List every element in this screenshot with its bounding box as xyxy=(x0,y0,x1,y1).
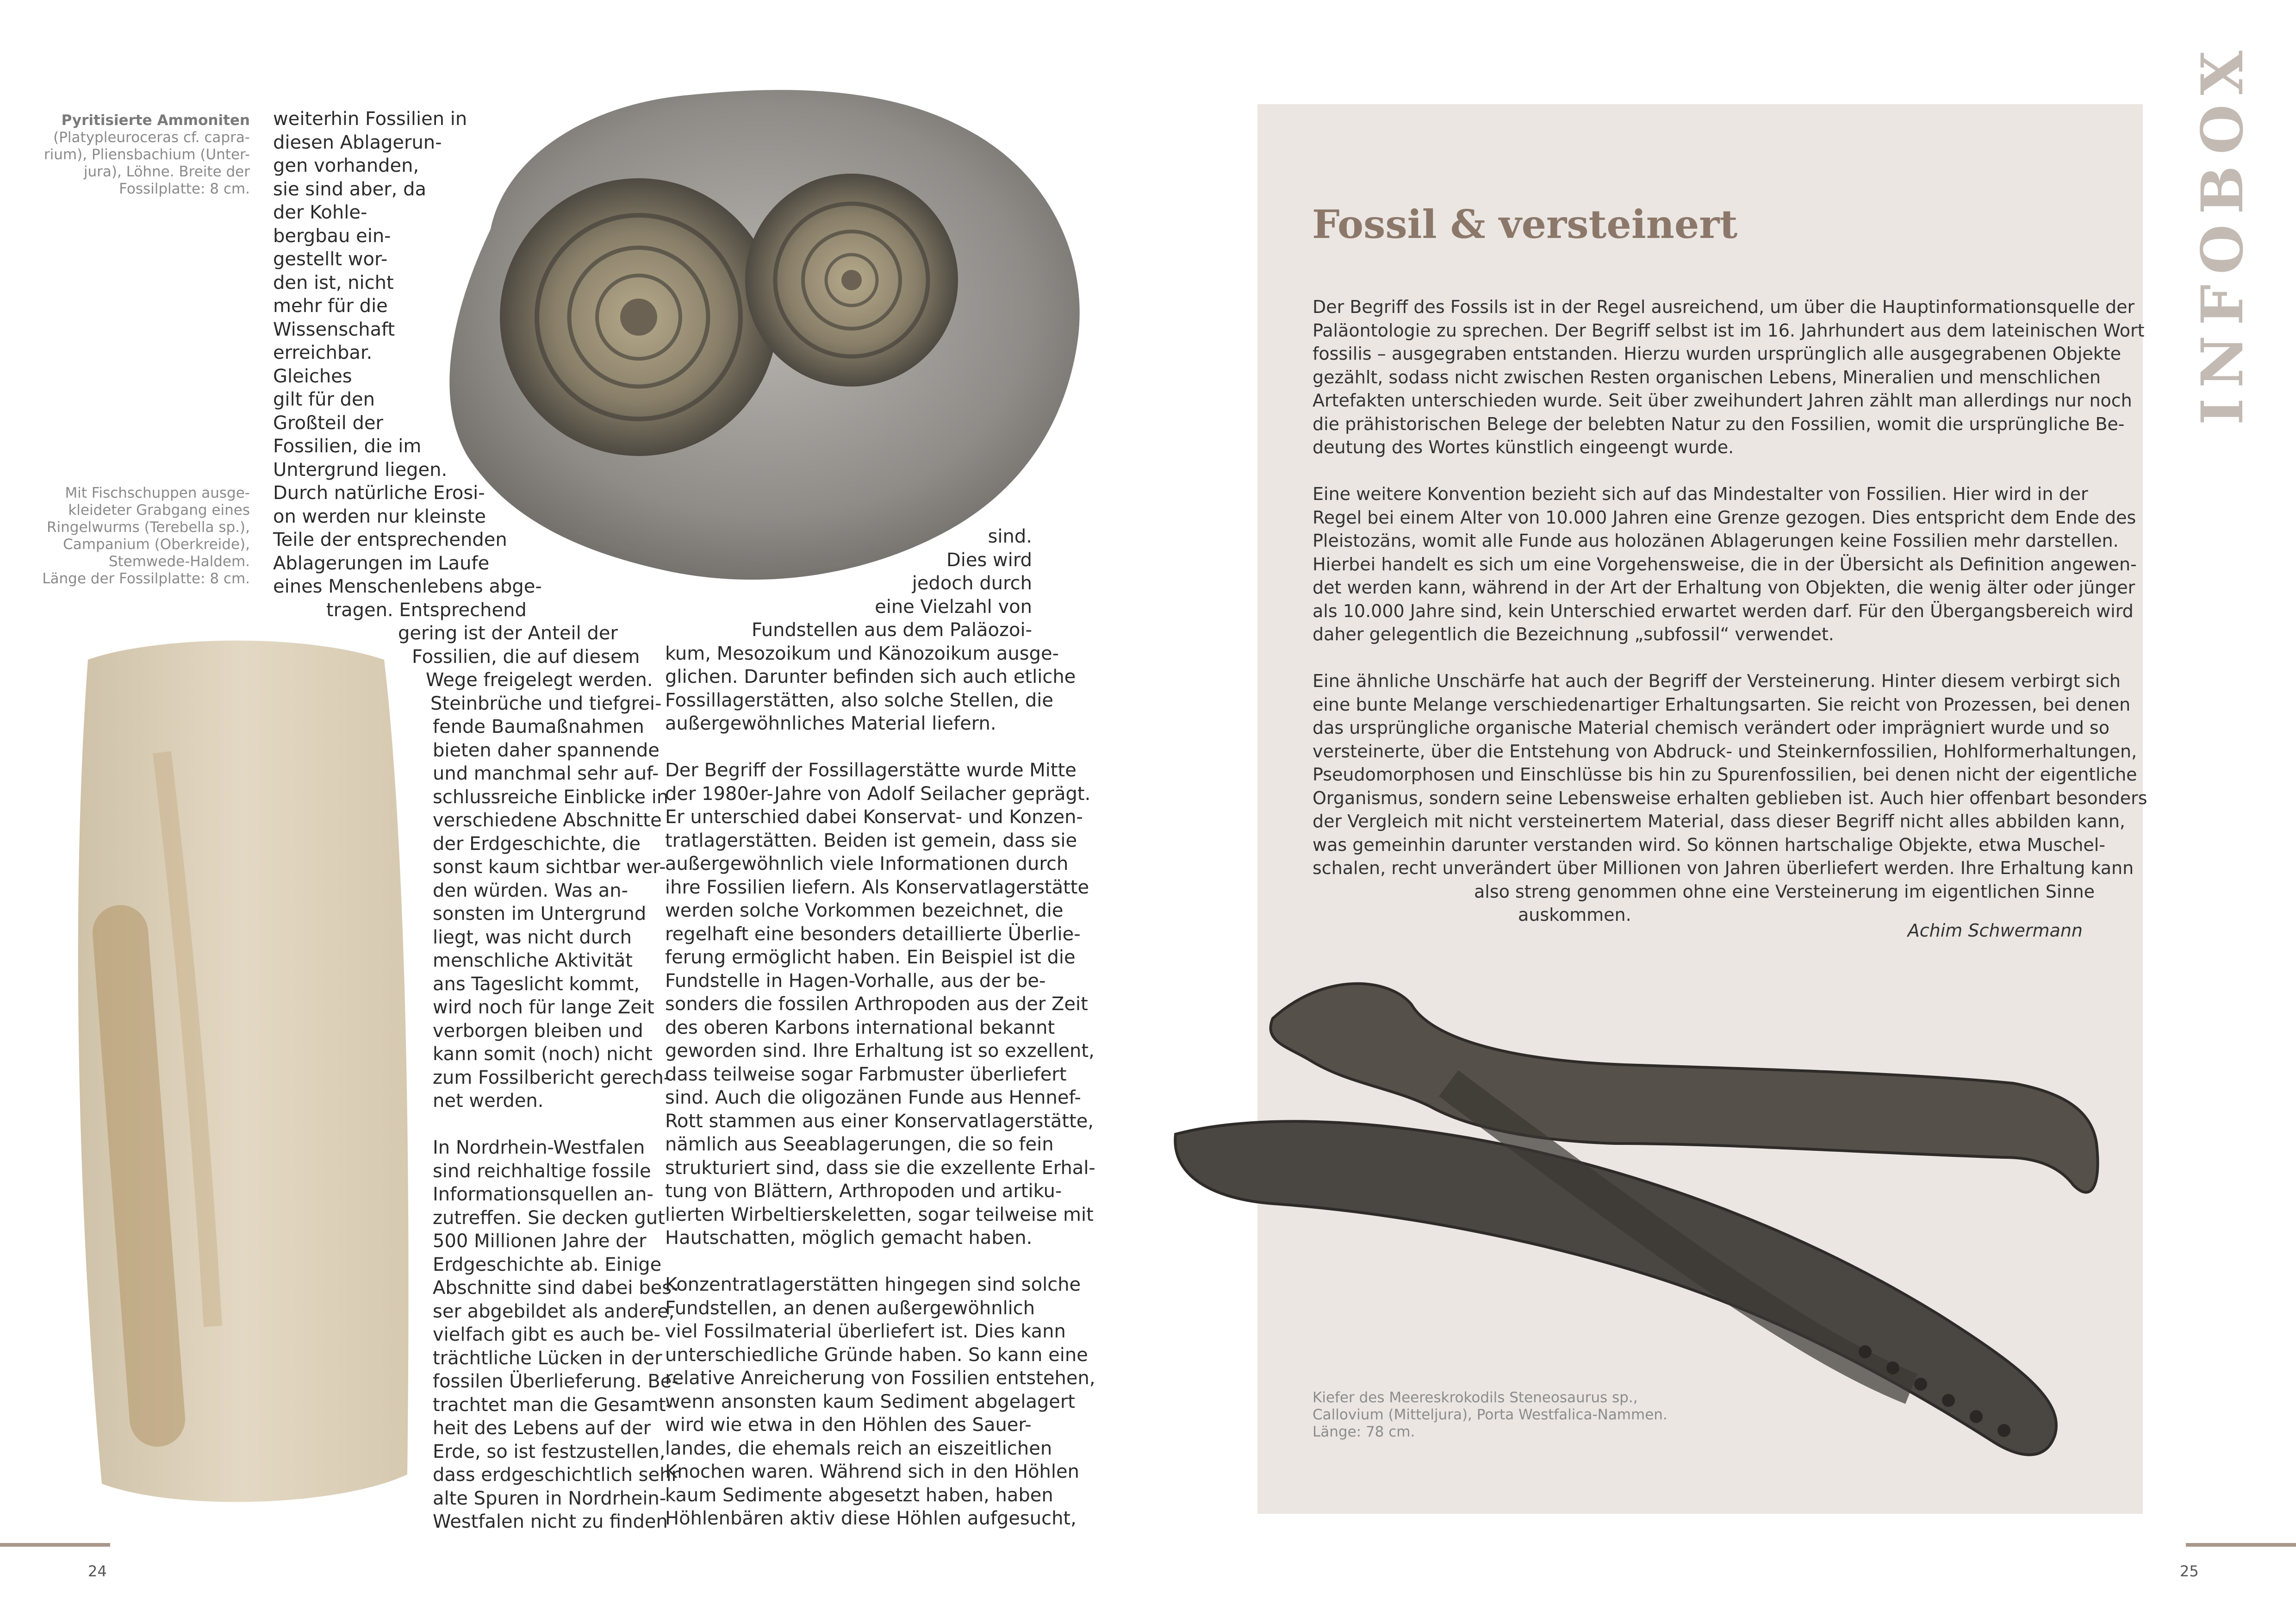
column1-line: der Erdgeschichte, die xyxy=(433,833,641,855)
column1-line: bergbau ein- xyxy=(273,225,391,247)
infobox-line: Eine ähnliche Unschärfe hat auch der Begriff der Versteinerung. Hinter diesem verbirgt sich xyxy=(1313,671,2121,691)
column2-line: der 1980er-Jahre von Adolf Seilacher geprägt. xyxy=(665,783,1091,805)
column2-line: sind. xyxy=(988,526,1032,547)
column1-line: den ist, nicht xyxy=(273,272,394,294)
column1-line: den würden. Was an- xyxy=(433,880,628,901)
infobox-author: Achim Schwermann xyxy=(1907,920,2083,941)
ammonite-caption-line: Fossilplatte: 8 cm. xyxy=(119,181,250,197)
column1-line: on werden nur kleinste xyxy=(273,506,486,527)
column1-line: Untergrund liegen. xyxy=(273,459,448,481)
column1-line: liegt, was nicht durch xyxy=(433,926,632,948)
column1-line: menschliche Aktivität xyxy=(433,950,633,971)
burrow-fossil-image xyxy=(60,632,421,1516)
column1-line: Steinbrüche und tiefgrei- xyxy=(430,693,662,714)
column1-line: trachtet man die Gesamt- xyxy=(433,1394,673,1416)
column2-line: viel Fossilmaterial überliefert ist. Dies kann xyxy=(665,1321,1066,1342)
column1-line: Informationsquellen an- xyxy=(433,1184,653,1205)
column2-line: Fundstellen aus dem Paläozoi- xyxy=(752,619,1032,641)
column1-line: verschiedene Abschnitte xyxy=(433,810,662,831)
column1-line: weiterhin Fossilien in xyxy=(273,108,467,130)
column1-line: zum Fossilbericht gerech- xyxy=(433,1067,671,1088)
column1-line: Wissenschaft xyxy=(273,319,395,340)
column2-line: regelhaft eine besonders detaillierte Überlie- xyxy=(665,923,1081,945)
column1-line: alte Spuren in Nordrhein- xyxy=(433,1487,666,1509)
column2-line: Er unterschied dabei Konservat- und Konzen- xyxy=(665,806,1083,828)
infobox-line: gezählt, sodass nicht zwischen Resten organischen Lebens, Mineralien und menschlichen xyxy=(1313,367,2101,387)
column1-line: Teile der entsprechenden xyxy=(273,529,507,550)
column1-line: zutreffen. Sie decken gut xyxy=(433,1207,665,1229)
infobox-label: INFOBOX xyxy=(2189,40,2256,425)
column1-line: ser abgebildet als andere, xyxy=(433,1300,675,1322)
column2-line: relative Anreicherung von Fossilien entstehen, xyxy=(665,1368,1095,1389)
infobox-line: schalen, recht unverändert über Millionen von Jahren überliefert werden. Ihre Erhaltung kann xyxy=(1313,858,2134,878)
infobox-line: der Vergleich mit nicht versteinertem Material, dass dieser Begriff nicht alles abbilden kann, xyxy=(1313,811,2125,831)
column1-line: wird noch für lange Zeit xyxy=(433,997,654,1018)
burrow-caption-line: Mit Fischschuppen ausge- xyxy=(65,485,250,501)
infobox-line: Eine weitere Konvention bezieht sich auf das Mindestalter von Fossilien. Hier wird in der xyxy=(1313,484,2088,504)
column2-line: ferung ermöglicht haben. Ein Beispiel ist die xyxy=(665,947,1076,968)
column2-line: tratlagerstätten. Beiden ist gemein, dass sie xyxy=(665,830,1077,851)
column2-line: glichen. Darunter befinden sich auch etliche xyxy=(665,666,1076,687)
column1-line: eines Menschenlebens abge- xyxy=(273,576,542,597)
column2-line: wenn ansonsten kaum Sediment abgelagert xyxy=(665,1391,1075,1412)
column1-line: sie sind aber, da xyxy=(273,178,426,200)
column1-line: sonst kaum sichtbar wer- xyxy=(433,856,666,878)
column1-line: Fossilien, die auf diesem xyxy=(412,646,640,668)
burrow-caption-line: Länge der Fossilplatte: 8 cm. xyxy=(42,570,250,587)
column2-line: Höhlenbären aktiv diese Höhlen aufgesucht, xyxy=(665,1508,1076,1529)
column1-line: gen vorhanden, xyxy=(273,155,419,176)
infobox-line: auskommen. xyxy=(1518,905,1631,925)
burrow-caption-line: Ringelwurms (Terebella sp.), xyxy=(47,519,250,536)
column1-line: net werden. xyxy=(433,1090,544,1112)
ammonite-left-icon xyxy=(500,178,778,456)
column1-line: gestellt wor- xyxy=(273,249,388,270)
right-page-number: 25 xyxy=(2180,1562,2199,1580)
right-page-rule xyxy=(2186,1543,2296,1547)
column2-line: werden solche Vorkommen bezeichnet, die xyxy=(665,900,1064,921)
infobox-line: Pseudomorphosen und Einschlüsse bis hin zu Spurenfossilien, bei denen nicht der eigentliche xyxy=(1313,764,2137,785)
column1-line: gilt für den xyxy=(273,389,375,410)
infobox-line: was gemeinhin darunter verstanden wird. So können hartschalige Objekte, etwa Muschel- xyxy=(1313,834,2105,855)
column1-line: fende Baumaßnahmen xyxy=(433,716,644,737)
column1-line: schlussreiche Einblicke in xyxy=(433,786,669,808)
infobox-line: Pleistozäns, womit alle Funde aus holozänen Ablagerungen keine Fossilien mehr darstellen. xyxy=(1313,531,2119,551)
infobox-line: daher gelegentlich die Bezeichnung „subfossil“ verwendet. xyxy=(1313,624,1834,644)
column1-line: sind reichhaltige fossile xyxy=(433,1160,651,1182)
column2-line: unterschiedliche Gründe haben. So kann eine xyxy=(665,1344,1088,1366)
column1-line: heit des Lebens auf der xyxy=(433,1418,651,1439)
column1-line: Wege freigelegt werden. xyxy=(426,669,653,691)
column1-line: Erdgeschichte ab. Einige xyxy=(433,1254,662,1275)
column1-line: trächtliche Lücken in der xyxy=(433,1347,662,1369)
column2-line: wird wie etwa in den Höhlen des Sauer- xyxy=(665,1414,1032,1436)
column1-line: bieten daher spannende xyxy=(433,739,660,761)
column1-line: vielfach gibt es auch be- xyxy=(433,1324,660,1345)
column1-line: Fossilien, die im xyxy=(273,436,422,457)
column1-line: Großteil der xyxy=(273,412,383,434)
column2-line: Fundstelle in Hagen-Vorhalle, aus der be- xyxy=(665,970,1046,992)
column1-line: Abschnitte sind dabei bes- xyxy=(433,1277,678,1299)
column1-line: der Kohle- xyxy=(273,202,367,223)
infobox-line: fossilis – ausgegraben entstanden. Hierzu wurden ursprünglich alle ausgegrabenen Objekte xyxy=(1313,344,2122,364)
column2-line: lierten Wirbeltierskeletten, sogar teilweise mit xyxy=(665,1204,1094,1225)
infobox-line: als 10.000 Jahre sind, kein Unterschied erwartet werden darf. Für den Übergangsbereich wird xyxy=(1313,600,2134,621)
column2-line: landes, die ehemals reich an eiszeitlichen xyxy=(665,1437,1052,1459)
column2-line: Hautschatten, möglich gemacht haben. xyxy=(665,1227,1033,1249)
column2-line: sind. Auch die oligozänen Funde aus Hennef- xyxy=(665,1087,1081,1108)
column1-line: dass erdgeschichtlich sehr xyxy=(433,1464,679,1486)
infobox-line: versteinerte, über die Entstehung von Abdruck- und Steinkernfossilien, Hohlformerhaltungen, xyxy=(1313,741,2137,762)
infobox-line: also streng genommen ohne eine Versteinerung im eigentlichen Sinne xyxy=(1474,881,2095,902)
jaw-caption-line: Länge: 78 cm. xyxy=(1313,1424,1415,1440)
infobox-line: Der Begriff des Fossils ist in der Regel ausreichend, um über die Hauptinformationsquelle der xyxy=(1313,297,2135,317)
infobox-title: Fossil & versteinert xyxy=(1312,201,1738,247)
ammonite-caption-line: (Platypleuroceras cf. capra- xyxy=(53,129,250,146)
column1-line: 500 Millionen Jahre der xyxy=(433,1230,647,1252)
column2-line: jedoch durch xyxy=(912,573,1032,594)
column1-line: Gleiches xyxy=(273,365,352,387)
column2-line: Dies wird xyxy=(946,549,1032,571)
burrow-caption-line: Stemwede-Haldem. xyxy=(108,553,250,570)
column1-line: sonsten im Untergrund xyxy=(433,903,647,924)
column1-line: kann somit (noch) nicht xyxy=(433,1043,653,1065)
ammonite-right-icon xyxy=(745,174,958,387)
column1-line: Erde, so ist festzustellen, xyxy=(433,1441,666,1462)
column2-line: kaum Sedimente abgesetzt haben, haben xyxy=(665,1484,1053,1506)
column2-line: eine Vielzahl von xyxy=(875,596,1032,618)
column2-line: strukturiert sind, dass sie die exzellente Erhal- xyxy=(665,1157,1095,1179)
column2-line: ihre Fossilien liefern. Als Konservatlagerstätte xyxy=(665,876,1089,898)
column2-line: Konzentratlagerstätten hingegen sind solche xyxy=(665,1274,1081,1295)
burrow-caption-line: Campanium (Oberkreide), xyxy=(63,536,250,553)
column1-line: fossilen Überlieferung. Be- xyxy=(433,1371,678,1392)
infobox-line: Artefakten unterschieden wurde. Seit über zweihundert Jahren zählt man allerdings nur noch xyxy=(1313,390,2132,411)
column1-line: Westfalen nicht zu finden xyxy=(433,1511,668,1532)
column2-line: Fundstellen, an denen außergewöhnlich xyxy=(665,1297,1035,1319)
column1-line: verborgen bleiben und xyxy=(433,1020,643,1042)
infobox-line: die prähistorischen Belege der belebten Natur zu den Fossilien, womit die ursprüngliche Be- xyxy=(1313,413,2125,434)
column1-line: diesen Ablagerun- xyxy=(273,131,442,153)
infobox-line: Regel bei einem Alter von 10.000 Jahren eine Grenze gezogen. Dies entspricht dem Ende des xyxy=(1313,507,2136,528)
column1-line: mehr für die xyxy=(273,295,388,317)
column2-line: kum, Mesozoikum und Känozoikum ausge- xyxy=(665,643,1059,664)
left-page-rule xyxy=(0,1543,110,1547)
infobox-line: Organismus, sondern seine Lebensweise erhalten geblieben ist. Auch hier offenbart besonders xyxy=(1313,787,2147,808)
column1-line: erreichbar. xyxy=(273,342,373,363)
jaw-caption-line: Kiefer des Meereskrokodils Steneosaurus sp., xyxy=(1313,1389,1638,1406)
column2-line: Knochen waren. Während sich in den Höhlen xyxy=(665,1461,1079,1482)
column1-line: Durch natürliche Erosi- xyxy=(273,482,485,504)
column2-line: nämlich aus Seeablagerungen, die so fein xyxy=(665,1134,1054,1155)
column2-line: außergewöhnlich viele Informationen durch xyxy=(665,853,1069,874)
ammonite-fossil-image xyxy=(430,76,1101,595)
column2-line: dass teilweise sogar Farbmuster überliefert xyxy=(665,1063,1067,1085)
column1-line: und manchmal sehr auf- xyxy=(433,763,659,784)
burrow-caption-line: kleideter Grabgang eines xyxy=(68,502,250,518)
ammonite-caption-line: Pyritisierte Ammoniten xyxy=(61,112,250,129)
column2-line: tung von Blättern, Arthropoden und artiku- xyxy=(665,1181,1062,1202)
ammonite-caption-line: jura), Löhne. Breite der xyxy=(83,163,250,180)
column2-line: außergewöhnliches Material liefern. xyxy=(665,713,996,734)
left-page-number: 24 xyxy=(88,1562,107,1580)
column2-line: des oberen Karbons international bekannt xyxy=(665,1017,1055,1038)
infobox-line: eine bunte Melange verschiedenartiger Erhaltungsarten. Sie reicht von Prozessen, bei denen xyxy=(1313,694,2131,715)
column2-line: sonders die fossilen Arthropoden aus der Zeit xyxy=(665,993,1088,1015)
column2-line: Der Begriff der Fossillagerstätte wurde Mitte xyxy=(665,760,1076,781)
column2-line: Fossillagerstätten, also solche Stellen, die xyxy=(665,689,1053,711)
ammonite-caption-line: rium), Pliensbachium (Unter- xyxy=(44,146,250,163)
column1-line: ans Tageslicht kommt, xyxy=(433,973,640,995)
infobox-line: deutung des Wortes künstlich eingeengt wurde. xyxy=(1313,437,1734,457)
column2-line: geworden sind. Ihre Erhaltung ist so exzellent, xyxy=(665,1040,1095,1062)
infobox-line: det werden kann, während in der Art der Erhaltung von Objekten, die wenig älter oder jünger xyxy=(1313,577,2135,598)
column1-line: tragen. Entsprechend xyxy=(326,599,527,621)
infobox-line: das ursprüngliche organische Material chemisch verändert oder imprägniert wurde und so xyxy=(1313,718,2109,738)
column2-line: Rott stammen aus einer Konservatlagerstätte, xyxy=(665,1110,1094,1132)
jaw-caption-line: Callovium (Mitteljura), Porta Westfalica-Nammen. xyxy=(1313,1406,1668,1423)
column1-line: In Nordrhein-Westfalen xyxy=(433,1137,645,1158)
infobox-line: Hierbei handelt es sich um eine Vorgehensweise, die in der Übersicht als Definition angewen- xyxy=(1313,554,2137,575)
infobox-line: Paläontologie zu sprechen. Der Begriff selbst ist im 16. Jahrhundert aus dem lateinischen Wort xyxy=(1313,320,2145,341)
column1-line: Ablagerungen im Laufe xyxy=(273,552,490,574)
column1-line: gering ist der Anteil der xyxy=(398,623,618,644)
